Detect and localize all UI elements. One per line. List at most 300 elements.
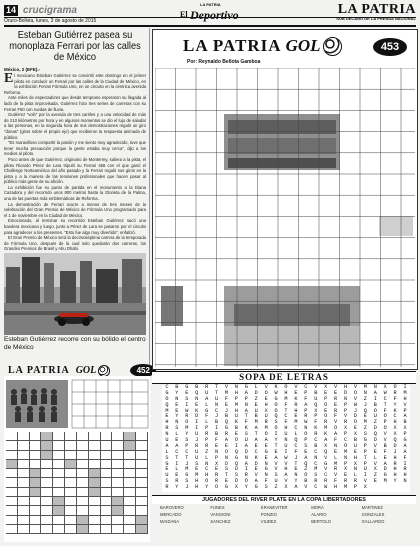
word-search-letter: B	[214, 419, 219, 426]
small-crossword-cell	[18, 497, 30, 506]
word-search-letter: Q	[165, 401, 169, 408]
word-search-letter: H	[284, 466, 288, 473]
word-search-letter: C	[314, 437, 318, 444]
word-search-word: MAIDANA	[160, 519, 180, 524]
word-search-letter: R	[314, 478, 318, 485]
word-search-letter: Z	[205, 448, 209, 455]
word-search-letter: A	[383, 460, 387, 467]
word-search-letter: E	[324, 407, 328, 414]
word-search-letter: N	[294, 472, 298, 479]
word-search-letter: E	[214, 466, 219, 473]
word-search-letter: H	[195, 484, 199, 491]
word-search-letter: O	[264, 389, 268, 396]
word-search-letter: Q	[294, 437, 298, 444]
small-crossword-cell	[101, 469, 113, 478]
small-crossword-cell	[41, 441, 53, 450]
word-search-letter: M	[334, 460, 338, 467]
small-crossword-cell	[30, 488, 42, 497]
word-search-title: SOPA DE LETRAS	[152, 371, 416, 384]
word-search-letter: M	[343, 484, 348, 491]
word-search-letter: A	[264, 437, 268, 444]
word-search-letter: W	[353, 401, 357, 408]
word-search-letter: R	[343, 478, 348, 485]
word-search-letter: A	[373, 389, 377, 396]
word-search-letter: F	[304, 395, 308, 402]
word-search-letter: R	[324, 478, 328, 485]
word-search-letter: L	[373, 454, 377, 461]
small-crossword-cell	[18, 506, 30, 515]
word-search-letter: U	[195, 448, 199, 455]
word-search-letter: V	[334, 384, 338, 390]
word-search-letter: R	[214, 478, 219, 485]
word-search-letter: P	[343, 460, 348, 467]
word-search-letter: V	[284, 478, 288, 485]
word-search-letter: O	[274, 407, 278, 414]
small-crossword-cell	[65, 525, 77, 534]
word-search-letter: N	[165, 431, 169, 438]
word-search-letter: E	[334, 448, 338, 455]
word-search-letter: T	[274, 442, 278, 449]
small-crossword-cell	[77, 469, 89, 478]
small-crossword-grid	[6, 432, 148, 542]
word-search-letter: R	[334, 466, 338, 473]
small-crossword-cell	[41, 516, 53, 525]
word-search-letter: F	[403, 454, 407, 461]
word-search-letter: W	[304, 419, 308, 426]
word-search-letter: E	[254, 442, 258, 449]
word-search-letter: E	[165, 413, 169, 420]
small-puzzle-brand: LA PATRIA	[8, 365, 70, 376]
word-search-letter: W	[284, 454, 288, 461]
small-crossword-cell	[136, 478, 148, 487]
word-search-letter: A	[304, 401, 308, 408]
word-search-letter: G	[264, 466, 268, 473]
word-search-letter: O	[224, 448, 229, 455]
word-search-letter: A	[205, 395, 209, 402]
word-search-letter: N	[214, 401, 219, 408]
word-search-letter: D	[383, 466, 387, 473]
word-search-letter: G	[185, 472, 189, 479]
small-crossword-cell	[112, 441, 124, 450]
article-dropcap: E	[4, 71, 14, 86]
word-search-letter: E	[363, 413, 367, 420]
word-search-letter: C	[324, 472, 328, 479]
word-search-letter: E	[294, 413, 298, 420]
small-crossword-cell	[77, 525, 89, 534]
word-search-letter: B	[214, 431, 219, 438]
word-search-letter: G	[165, 460, 169, 467]
word-search-word: GONZALES	[361, 512, 385, 517]
word-search-letter: J	[224, 407, 229, 414]
article-paragraph: El Gran Premio de México será la decimoséptima carrera de la temporada de Fórmula Uno, después de la cual solo quedarán dos carreras, los Grandes Premios de Brasil y Abu Dhabi.	[4, 235, 146, 252]
word-search-letter: E	[234, 431, 238, 438]
word-search-letter: C	[314, 484, 318, 491]
word-search-letter: X	[353, 460, 357, 467]
word-search-letter: E	[353, 448, 357, 455]
word-search-letter: Q	[314, 401, 318, 408]
word-search-letter: T	[294, 460, 298, 467]
word-search-letter: L	[205, 454, 209, 461]
word-search-letter: V	[353, 384, 357, 390]
word-search-letter: E	[224, 478, 229, 485]
word-search-letter: G	[264, 448, 268, 455]
small-crossword-cell	[101, 525, 113, 534]
word-search-letter: W	[324, 484, 328, 491]
word-search-letter: V	[294, 384, 298, 390]
word-search-letter: M	[324, 425, 328, 432]
small-crossword-cell	[6, 478, 18, 487]
small-crossword-cell	[136, 516, 148, 525]
word-search-letter: F	[264, 478, 268, 485]
main-crossword-brand: LA PATRIA	[183, 36, 282, 55]
small-crossword-cell	[30, 441, 42, 450]
word-search-letter: K	[274, 384, 278, 390]
word-search-letter: E	[224, 442, 229, 449]
small-crossword-cell	[18, 441, 30, 450]
word-search-letter: K	[234, 419, 238, 426]
small-crossword-cell	[89, 432, 101, 441]
word-search-letter: N	[314, 454, 318, 461]
word-search-letter: D	[234, 466, 238, 473]
word-search-letter: I	[363, 472, 367, 479]
small-crossword-cell	[124, 516, 136, 525]
word-search-letter: P	[205, 425, 209, 432]
word-search-letter: S	[274, 419, 278, 426]
word-search-letter: S	[264, 484, 268, 491]
word-search-letter: N	[175, 395, 179, 402]
word-search-letter: S	[274, 472, 278, 479]
word-search-letter: G	[185, 384, 189, 390]
word-search-letter: N	[224, 454, 229, 461]
word-search-letter: P	[343, 401, 348, 408]
small-crossword-cell	[136, 432, 148, 441]
word-search-letter: X	[363, 484, 367, 491]
word-search-letter: D	[373, 437, 377, 444]
word-search-letter: E	[294, 389, 298, 396]
word-search-letter: R	[224, 431, 229, 438]
word-search-letter: E	[195, 401, 199, 408]
word-search-letter: B	[254, 413, 258, 420]
word-search-letter: C	[294, 442, 298, 449]
word-search-letter: S	[165, 478, 169, 485]
word-search-letter: C	[254, 448, 258, 455]
small-crossword-cell	[30, 497, 42, 506]
small-crossword-cell	[18, 432, 30, 441]
small-crossword-cell	[65, 451, 77, 460]
main-crossword-banner	[153, 30, 417, 68]
word-search-word: VIUDEZ	[260, 519, 277, 524]
small-crossword-cell	[136, 488, 148, 497]
word-search-letter: D	[234, 478, 238, 485]
word-search-letter: E	[175, 437, 179, 444]
main-crossword-grid	[155, 68, 415, 367]
word-search-letter: P	[205, 437, 209, 444]
small-crossword-cell	[136, 497, 148, 506]
word-search-letter: Z	[373, 472, 377, 479]
word-search-letter: A	[254, 437, 258, 444]
word-search-letter: F	[284, 401, 288, 408]
article-paragraph: Emocionado, al terminar su recorrido Esteban Gutiérrez sacó una bandera mexicana y luego, junto a Pérez de Lara se pasaron por el circuito para agradecer a los presentes. "Esto fue algo muy divertido", enfatizó.	[4, 218, 146, 235]
word-search-letter: V	[363, 478, 367, 485]
word-search-letter: V	[383, 437, 387, 444]
word-search-letter: P	[244, 395, 248, 402]
word-search-letter: V	[324, 454, 328, 461]
word-search-letter: E	[264, 395, 268, 402]
word-search-letter: Q	[234, 448, 238, 455]
word-search-letter: P	[343, 431, 348, 438]
small-crossword-cell	[6, 506, 18, 515]
small-crossword-cell	[124, 525, 136, 534]
word-search-letter: S	[304, 442, 308, 449]
word-search-letter: R	[205, 442, 209, 449]
small-crossword-cell	[30, 525, 42, 534]
word-search-letter: P	[324, 395, 328, 402]
word-search-letter: M	[363, 384, 367, 390]
word-search-letter: E	[373, 478, 377, 485]
article-paragraph: Gutiérrez "voló" por la avenida de tres carriles y a una velocidad de más de 210 kilómetros por hora y en algunos momentos se dio el lujo de saludar a las personas, en la segunda hora de sus demostraciones regaló un giro "donas" (giros sobre el propio eje) que recibieron la respuesta animada de público.	[4, 112, 146, 140]
word-search-letter: V	[264, 384, 268, 390]
word-search-letter: I	[234, 442, 238, 449]
word-search-letter: I	[195, 425, 199, 432]
small-crossword-cell	[53, 488, 65, 497]
word-search-letter: V	[274, 460, 278, 467]
section-name: crucigrama	[23, 4, 77, 16]
small-crossword-cell	[65, 488, 77, 497]
small-crossword-cell	[41, 478, 53, 487]
main-crossword-number: 453	[373, 38, 407, 56]
word-search-letter: W	[383, 389, 387, 396]
word-search-letter: R	[165, 425, 169, 432]
small-crossword-cell	[6, 451, 18, 460]
word-search-letter: X	[324, 442, 328, 449]
word-search-letter: Z	[274, 484, 278, 491]
small-crossword-cell	[101, 460, 113, 469]
word-search-letter: I	[195, 419, 199, 426]
small-crossword-cell	[18, 469, 30, 478]
small-puzzle-number: 452	[130, 364, 156, 377]
small-crossword-cell	[77, 451, 89, 460]
word-search-word: BAROVERO	[160, 505, 184, 510]
small-crossword-cell	[77, 441, 89, 450]
soccer-ball-icon	[323, 37, 342, 56]
small-crossword-cell	[136, 460, 148, 469]
small-crossword-cell	[124, 451, 136, 460]
small-crossword-cell	[30, 432, 42, 441]
word-search-letter: W	[185, 407, 189, 414]
word-search-letter: T	[254, 431, 258, 438]
word-search-letter: R	[175, 478, 179, 485]
word-search-letter: O	[334, 425, 338, 432]
small-crossword-cell	[53, 441, 65, 450]
word-search-letter: N	[334, 442, 338, 449]
small-crossword-cell	[65, 497, 77, 506]
word-search-letter: O	[284, 384, 288, 390]
word-search-letter: B	[403, 419, 407, 426]
word-search-list	[160, 505, 412, 541]
word-search-letter: A	[254, 425, 258, 432]
small-crossword-cell	[136, 469, 148, 478]
word-search-letter: L	[205, 401, 209, 408]
word-search-letter: U	[363, 466, 367, 473]
word-search-letter: N	[244, 401, 248, 408]
small-crossword-cell	[30, 506, 42, 515]
small-crossword-cell	[89, 516, 101, 525]
word-search-letter: R	[205, 384, 209, 390]
word-search-letter: H	[284, 389, 288, 396]
word-search-letter: E	[334, 389, 338, 396]
word-search-letter: R	[214, 472, 219, 479]
word-search-letter: I	[403, 460, 407, 467]
word-search-letter: F	[383, 448, 387, 455]
word-search-letter: D	[244, 448, 248, 455]
word-search-letter: C	[294, 425, 298, 432]
word-search-letter: E	[254, 466, 258, 473]
word-search-letter: Y	[175, 484, 179, 491]
word-search-letter: I	[175, 460, 179, 467]
word-search-letter: S	[234, 472, 238, 479]
word-search-letter: A	[403, 442, 407, 449]
word-search-letter: A	[175, 442, 179, 449]
word-search-letter: R	[195, 442, 199, 449]
word-search-letter: U	[205, 389, 209, 396]
small-crossword-cell	[65, 460, 77, 469]
word-search-letter: U	[264, 413, 268, 420]
word-search-letter: Q	[363, 407, 367, 414]
word-search-letter: Y	[205, 484, 209, 491]
article-body	[4, 73, 146, 252]
small-crossword-cell	[53, 497, 65, 506]
page-header-left	[4, 4, 77, 16]
small-crossword-cell	[41, 488, 53, 497]
word-search-letter: N	[175, 419, 179, 426]
word-search-letter: O	[304, 431, 308, 438]
word-search-letter: F	[205, 413, 209, 420]
word-search-letter: K	[254, 454, 258, 461]
word-search-letter: V	[314, 384, 318, 390]
small-crossword-cell	[101, 432, 113, 441]
word-search-letter: I	[373, 395, 377, 402]
word-search-letter: S	[363, 431, 367, 438]
word-search-letter: P	[214, 454, 219, 461]
word-search-letter: H	[353, 454, 357, 461]
small-crossword-cell	[30, 469, 42, 478]
word-search-letter: E	[195, 466, 199, 473]
word-search-letter: A	[254, 478, 258, 485]
word-search-letter: Y	[294, 478, 298, 485]
small-crossword-cell	[89, 506, 101, 515]
word-search-letter: A	[294, 484, 298, 491]
article-title: Esteban Gutiérrez pasea su monoplaza Ferrari por las calles de México	[9, 29, 141, 63]
small-crossword-cell	[77, 488, 89, 497]
small-crossword-cell	[112, 516, 124, 525]
small-crossword-cell	[30, 460, 42, 469]
word-search-letter: G	[205, 407, 209, 414]
word-search-letter: V	[383, 431, 387, 438]
word-search-letter: P	[403, 431, 407, 438]
word-search-letter: V	[334, 419, 338, 426]
small-crossword-cell	[18, 478, 30, 487]
small-crossword-cell	[101, 451, 113, 460]
small-crossword-cell	[89, 441, 101, 450]
word-search-letter: O	[324, 401, 328, 408]
word-search-letter: P	[363, 442, 367, 449]
word-search-letter: G	[224, 425, 229, 432]
word-search-letter: U	[165, 437, 169, 444]
word-search-grid	[162, 385, 410, 492]
word-search-letter: Y	[175, 413, 179, 420]
word-search-letter: B	[175, 384, 179, 390]
word-search-letter: H	[393, 466, 397, 473]
word-search-letter: R	[334, 395, 338, 402]
small-crossword-cell	[112, 478, 124, 487]
word-search-letter: D	[254, 460, 258, 467]
word-search-letter: G	[254, 484, 258, 491]
word-search-letter: W	[274, 389, 278, 396]
header-rule-thick	[4, 25, 416, 27]
word-search-letter: J	[195, 437, 199, 444]
word-search-letter: E	[254, 401, 258, 408]
small-crossword-cell	[124, 478, 136, 487]
word-search-letter: M	[403, 389, 407, 396]
word-search-letter: U	[195, 431, 199, 438]
word-search-letter: N	[234, 384, 238, 390]
small-crossword-cell	[112, 497, 124, 506]
word-search-letter: K	[195, 407, 199, 414]
small-crossword-cell	[89, 451, 101, 460]
word-search-letter: D	[224, 460, 229, 467]
word-search-heading: JUGADORES DEL RIVER PLATE EN LA COPA LIBERTADORES	[152, 495, 416, 504]
word-search-letter: Q	[393, 437, 397, 444]
word-search-letter: I	[185, 401, 189, 408]
word-search-letter: K	[244, 425, 248, 432]
word-search-letter: D	[343, 389, 348, 396]
word-search-letter: Q	[234, 460, 238, 467]
word-search-letter: O	[234, 437, 238, 444]
word-search-letter: T	[185, 454, 189, 461]
small-crossword-cell	[77, 432, 89, 441]
small-crossword-cell	[18, 451, 30, 460]
small-crossword-cell	[89, 460, 101, 469]
word-search-letter: T	[214, 384, 219, 390]
word-search-letter: C	[393, 413, 397, 420]
word-search-word: GALLARDO	[361, 519, 385, 524]
small-crossword-cell	[77, 478, 89, 487]
small-crossword-cell	[41, 469, 53, 478]
small-crossword-cell	[41, 497, 53, 506]
article-photo	[4, 253, 146, 335]
photo-caption: Esteban Gutiérrez recorre con su bólido el centro de México	[4, 336, 146, 351]
soccer-ball-icon	[98, 365, 110, 377]
word-search-letter: A	[165, 442, 169, 449]
small-crossword-cell	[41, 460, 53, 469]
small-crossword-cell	[136, 451, 148, 460]
word-search-letter: Y	[185, 431, 189, 438]
deportivo-logo-el: El	[180, 10, 188, 19]
small-crossword-cell	[124, 506, 136, 515]
word-search-letter: J	[294, 454, 298, 461]
word-search-letter: Q	[224, 419, 229, 426]
word-search-letter: R	[314, 431, 318, 438]
word-search-letter: I	[214, 425, 219, 432]
small-crossword-cell	[53, 460, 65, 469]
small-crossword-cell	[53, 478, 65, 487]
word-search-letter: D	[195, 413, 199, 420]
small-crossword-cell	[101, 516, 113, 525]
small-crossword-cell	[77, 460, 89, 469]
word-search-letter: H	[393, 454, 397, 461]
word-search-letter: X	[284, 484, 288, 491]
word-search-letter: C	[314, 460, 318, 467]
